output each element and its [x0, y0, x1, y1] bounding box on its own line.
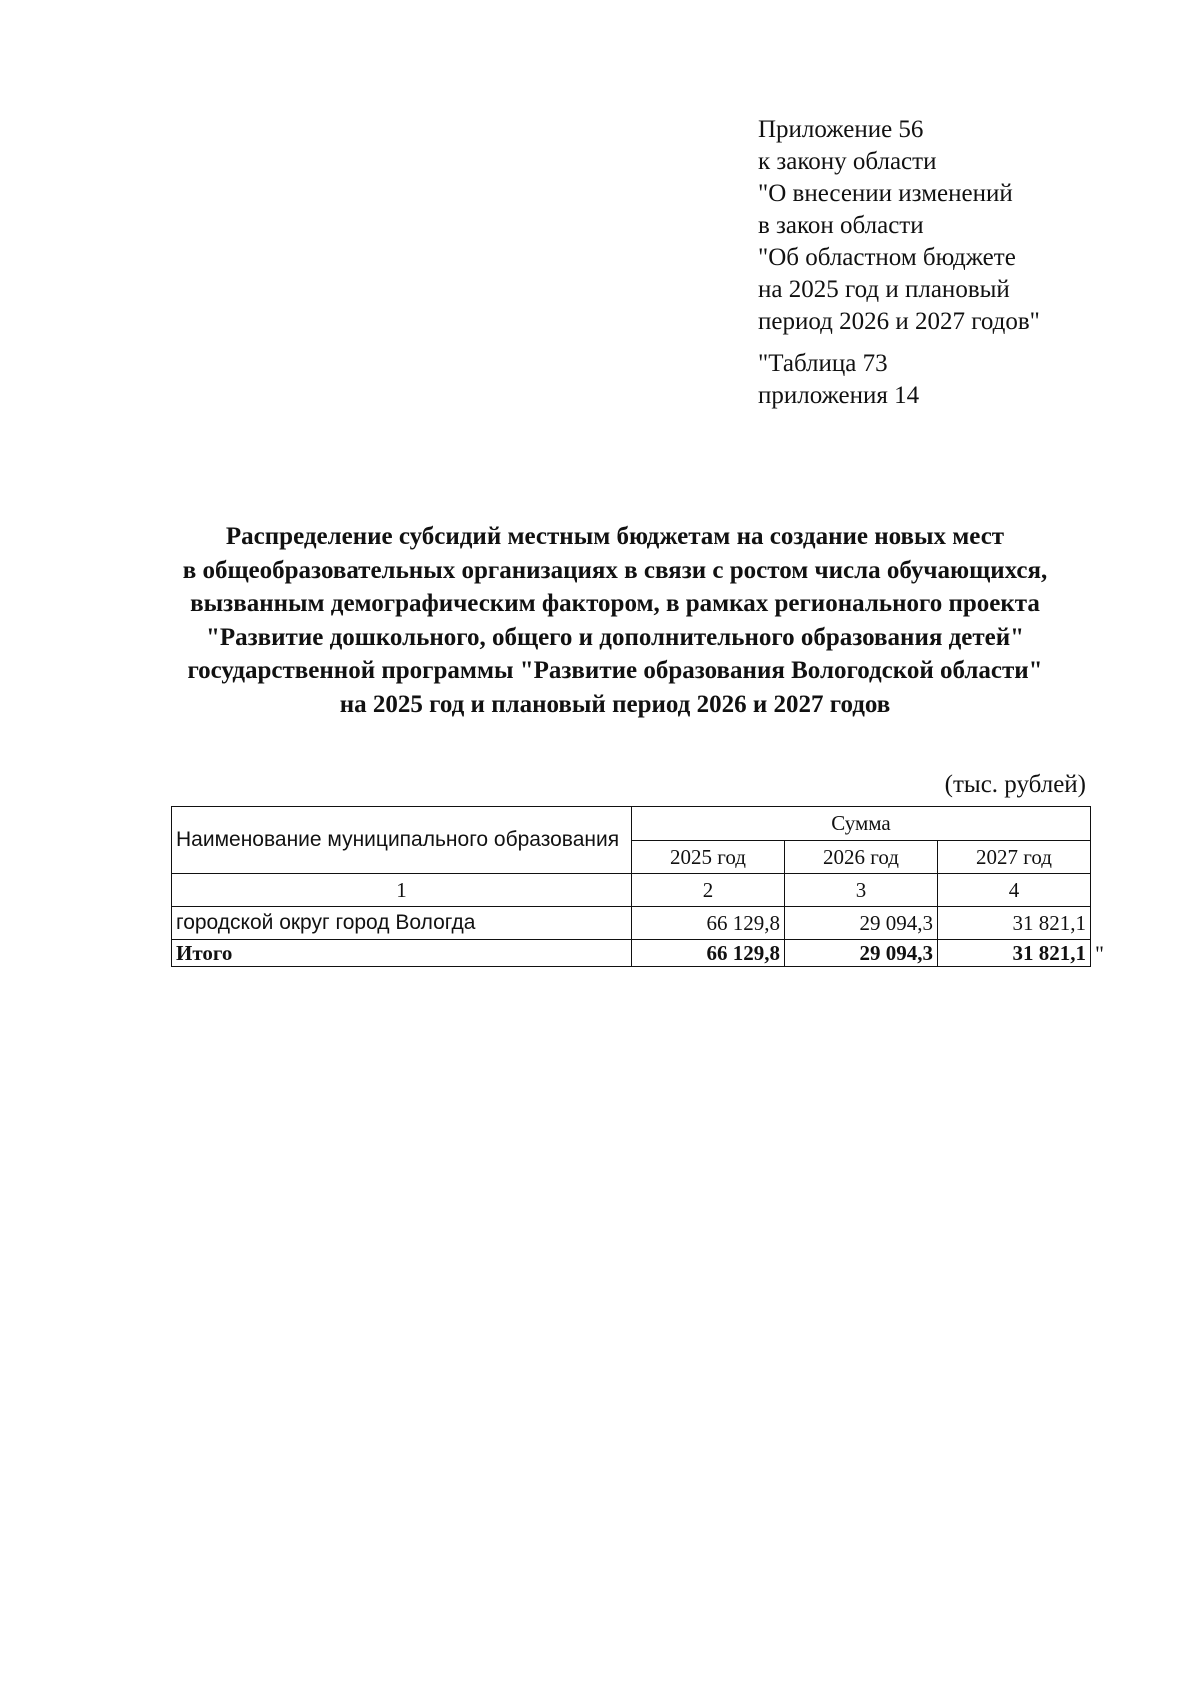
- subsidy-table: [171, 806, 1091, 967]
- document-title: [120, 520, 1110, 721]
- column-number: 1: [172, 874, 632, 907]
- amount-cell: 29 094,3: [785, 907, 938, 940]
- sum-column-header: Сумма: [632, 807, 1091, 841]
- table-reference-line: приложения 14: [758, 382, 920, 409]
- table-reference-line: "Таблица 73: [758, 350, 888, 377]
- column-number: 4: [938, 874, 1091, 907]
- title-line: в общеобразовательных организациях в связи с ростом числа обучающихся,: [182, 556, 1048, 584]
- appendix-block: [758, 114, 1098, 412]
- title-line: на 2025 год и плановый период 2026 и 2027 годов: [339, 690, 891, 718]
- appendix-line: в закон области: [758, 212, 924, 239]
- total-row: [172, 940, 1091, 967]
- amount-cell: 31 821,1: [938, 907, 1091, 940]
- title-line: "Развитие дошкольного, общего и дополнительного образования детей": [205, 623, 1025, 651]
- year-header: 2026 год: [785, 841, 938, 874]
- total-amount: 29 094,3: [785, 940, 938, 967]
- appendix-line: к закону области: [758, 148, 937, 175]
- title-line: вызванным демографическим фактором, в рамках регионального проекта: [190, 590, 1040, 617]
- table-header-row: [172, 807, 1091, 841]
- appendix-line: Приложение 56: [758, 116, 924, 143]
- amount-cell: 66 129,8: [632, 907, 785, 940]
- appendix-line: период 2026 и 2027 годов": [758, 308, 1040, 335]
- total-label: Итого: [172, 940, 632, 967]
- units-label: (тыс. рублей): [944, 771, 1086, 798]
- title-line: государственной программы "Развитие образования Вологодской области": [187, 657, 1043, 684]
- column-number: 2: [632, 874, 785, 907]
- column-number: 3: [785, 874, 938, 907]
- table-row: [172, 907, 1091, 940]
- municipality-name: городской округ город Вологда: [172, 907, 632, 940]
- appendix-line: "Об областном бюджете: [758, 244, 1016, 271]
- appendix-line: "О внесении изменений: [758, 180, 1013, 207]
- title-line: Распределение субсидий местным бюджетам на создание новых мест: [225, 523, 1005, 550]
- column-number-row: [172, 874, 1091, 907]
- total-amount: 66 129,8: [632, 940, 785, 967]
- appendix-line: на 2025 год и плановый: [758, 276, 1010, 303]
- total-amount: 31 821,1: [938, 940, 1091, 967]
- year-header: 2027 год: [938, 841, 1091, 874]
- closing-quote: ": [1095, 941, 1104, 966]
- year-header: 2025 год: [632, 841, 785, 874]
- name-column-header: Наименование муниципального образования: [172, 807, 632, 874]
